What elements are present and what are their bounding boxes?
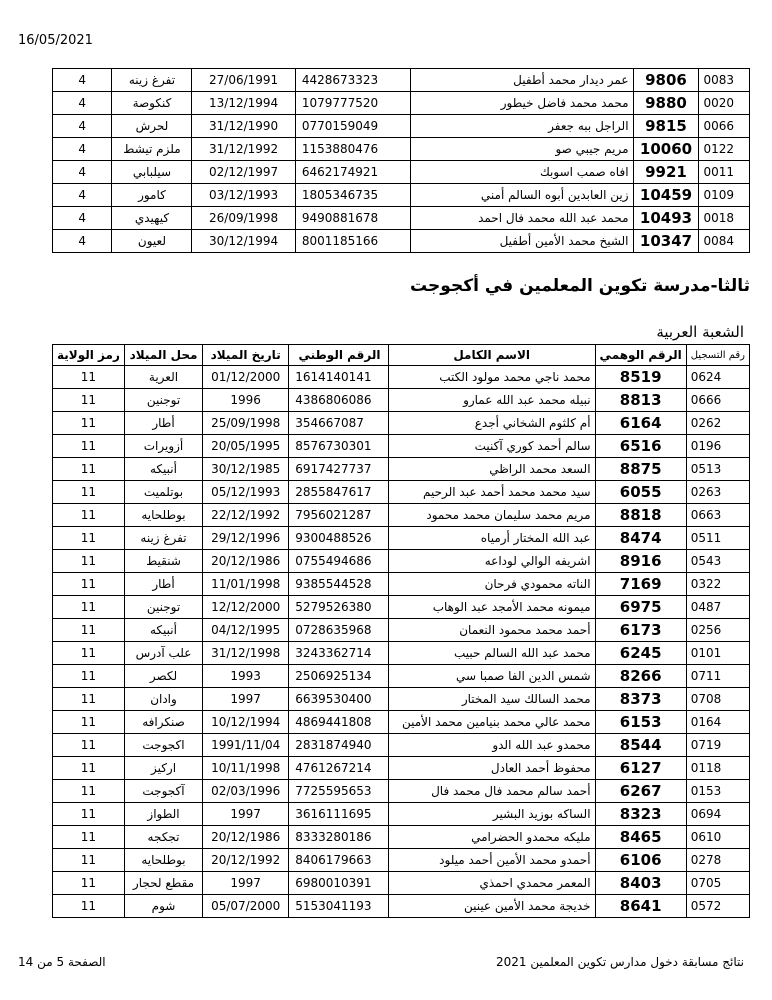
header-full-name: الاسم الكامل xyxy=(388,345,595,366)
anonymous-number-cell: 10347 xyxy=(633,230,699,253)
birth-place-cell: صنكرافه xyxy=(124,711,202,734)
table-row xyxy=(53,435,750,458)
registration-cell: 0153 xyxy=(686,780,749,803)
birth-place-cell: مقطع لحجار xyxy=(124,872,202,895)
birth-date-cell: 01/12/2000 xyxy=(203,366,289,389)
birth-date-cell: 04/12/1995 xyxy=(203,619,289,642)
full-name-cell: محمد عبد الله السالم حبيب xyxy=(388,642,595,665)
birth-date-cell: 25/09/1998 xyxy=(203,412,289,435)
birth-place-cell: اركيز xyxy=(124,757,202,780)
table-row xyxy=(53,412,750,435)
national-id-cell: 2506925134 xyxy=(289,665,389,688)
anonymous-number-cell: 10493 xyxy=(633,207,699,230)
birth-date-cell: 20/05/1995 xyxy=(203,435,289,458)
registration-cell: 0513 xyxy=(686,458,749,481)
national-id-cell: 1614140141 xyxy=(289,366,389,389)
birth-place-cell: لعيون xyxy=(112,230,192,253)
table-row xyxy=(53,895,750,918)
full-name-cell: أم كلثوم الشخاني أجدع xyxy=(388,412,595,435)
full-name-cell: أحمدو محمد الأمين أحمد ميلود xyxy=(388,849,595,872)
birth-date-cell: 27/06/1991 xyxy=(192,69,295,92)
full-name-cell: الشيخ محمد الأمين أطفيل xyxy=(410,230,633,253)
header-registration: رقم التسجيل xyxy=(686,345,749,366)
wilaya-code-cell: 11 xyxy=(53,389,125,412)
wilaya-code-cell: 11 xyxy=(53,550,125,573)
full-name-cell: محمد ناجي محمد مولود الكتب xyxy=(388,366,595,389)
birth-date-cell: 1997 xyxy=(203,803,289,826)
full-name-cell: عبد الله المختار أرمياه xyxy=(388,527,595,550)
full-name-cell: أحمد سالم محمد فال محمد فال xyxy=(388,780,595,803)
national-id-cell: 6917427737 xyxy=(289,458,389,481)
full-name-cell: سيد محمد محمد أحمد عبد الرحيم xyxy=(388,481,595,504)
birth-date-cell: 10/11/1998 xyxy=(203,757,289,780)
birth-date-cell: 1996 xyxy=(203,389,289,412)
full-name-cell: أحمد محمد محمود النعمان xyxy=(388,619,595,642)
birth-date-cell: 29/12/1996 xyxy=(203,527,289,550)
birth-place-cell: لكصر xyxy=(124,665,202,688)
wilaya-code-cell: 11 xyxy=(53,458,125,481)
registration-cell: 0711 xyxy=(686,665,749,688)
national-id-cell: 3616111695 xyxy=(289,803,389,826)
footer-page-number: الصفحة 5 من 14 xyxy=(18,955,106,969)
national-id-cell: 0755494686 xyxy=(289,550,389,573)
registration-cell: 0109 xyxy=(699,184,750,207)
registration-cell: 0020 xyxy=(699,92,750,115)
table-row xyxy=(53,619,750,642)
wilaya-code-cell: 11 xyxy=(53,504,125,527)
anonymous-number-cell: 8641 xyxy=(595,895,686,918)
birth-place-cell: توجنين xyxy=(124,389,202,412)
table-row xyxy=(53,389,750,412)
birth-date-cell: 05/07/2000 xyxy=(203,895,289,918)
anonymous-number-cell: 8875 xyxy=(595,458,686,481)
birth-place-cell: شنقيط xyxy=(124,550,202,573)
wilaya-code-cell: 11 xyxy=(53,596,125,619)
anonymous-number-cell: 8465 xyxy=(595,826,686,849)
birth-date-cell: 20/12/1986 xyxy=(203,826,289,849)
anonymous-number-cell: 10060 xyxy=(633,138,699,161)
table-row xyxy=(53,734,750,757)
national-id-cell: 4386806086 xyxy=(289,389,389,412)
registration-cell: 0708 xyxy=(686,688,749,711)
table-row xyxy=(53,458,750,481)
table-row xyxy=(53,826,750,849)
birth-date-cell: 11/01/1998 xyxy=(203,573,289,596)
birth-date-cell: 20/12/1986 xyxy=(203,550,289,573)
header-national-id: الرقم الوطني xyxy=(289,345,389,366)
national-id-cell: 4761267214 xyxy=(289,757,389,780)
birth-place-cell: شوم xyxy=(124,895,202,918)
birth-place-cell: بوتلميت xyxy=(124,481,202,504)
registration-cell: 0262 xyxy=(686,412,749,435)
registration-cell: 0694 xyxy=(686,803,749,826)
birth-place-cell: وادان xyxy=(124,688,202,711)
full-name-cell: خديجة محمد الأمين عينين xyxy=(388,895,595,918)
birth-date-cell: 31/12/1998 xyxy=(203,642,289,665)
table-row xyxy=(53,92,750,115)
birth-date-cell: 12/12/2000 xyxy=(203,596,289,619)
full-name-cell: محمد محمد فاضل خيطور xyxy=(410,92,633,115)
anonymous-number-cell: 8323 xyxy=(595,803,686,826)
wilaya-code-cell: 4 xyxy=(53,138,112,161)
anonymous-number-cell: 8474 xyxy=(595,527,686,550)
registration-cell: 0511 xyxy=(686,527,749,550)
national-id-cell: 9490881678 xyxy=(295,207,410,230)
birth-place-cell: ملزم تيشط xyxy=(112,138,192,161)
anonymous-number-cell: 8813 xyxy=(595,389,686,412)
anonymous-number-cell: 9880 xyxy=(633,92,699,115)
table-row xyxy=(53,504,750,527)
national-id-cell: 354667087 xyxy=(289,412,389,435)
registration-cell: 0624 xyxy=(686,366,749,389)
anonymous-number-cell: 8916 xyxy=(595,550,686,573)
registration-cell: 0101 xyxy=(686,642,749,665)
wilaya-code-cell: 11 xyxy=(53,757,125,780)
birth-place-cell: كامور xyxy=(112,184,192,207)
national-id-cell: 3243362714 xyxy=(289,642,389,665)
table-row xyxy=(53,138,750,161)
national-id-cell: 9300488526 xyxy=(289,527,389,550)
birth-date-cell: 30/12/1994 xyxy=(192,230,295,253)
full-name-cell: الساكه بوزيد البشير xyxy=(388,803,595,826)
birth-date-cell: 02/12/1997 xyxy=(192,161,295,184)
national-id-cell: 2831874940 xyxy=(289,734,389,757)
anonymous-number-cell: 8373 xyxy=(595,688,686,711)
national-id-cell: 0728635968 xyxy=(289,619,389,642)
full-name-cell: محفوظ أحمد العادل xyxy=(388,757,595,780)
full-name-cell: مريم جيبي صو xyxy=(410,138,633,161)
registration-cell: 0084 xyxy=(699,230,750,253)
print-date: 16/05/2021 xyxy=(18,33,93,48)
results-table-previous xyxy=(52,68,750,253)
registration-cell: 0263 xyxy=(686,481,749,504)
table-row xyxy=(53,69,750,92)
anonymous-number-cell: 6055 xyxy=(595,481,686,504)
registration-cell: 0572 xyxy=(686,895,749,918)
wilaya-code-cell: 11 xyxy=(53,481,125,504)
birth-place-cell: العرية xyxy=(124,366,202,389)
table-row xyxy=(53,665,750,688)
birth-place-cell: آكجوجت xyxy=(124,780,202,803)
birth-date-cell: 13/12/1994 xyxy=(192,92,295,115)
registration-cell: 0066 xyxy=(699,115,750,138)
birth-place-cell: أنبيكه xyxy=(124,458,202,481)
full-name-cell: الناته محمودي فرحان xyxy=(388,573,595,596)
footer-title: نتائج مسابقة دخول مدارس تكوين المعلمين 2021 xyxy=(496,955,744,969)
national-id-cell: 2855847617 xyxy=(289,481,389,504)
birth-place-cell: تفرغ زينه xyxy=(124,527,202,550)
table-row xyxy=(53,184,750,207)
table-row xyxy=(53,642,750,665)
wilaya-code-cell: 11 xyxy=(53,619,125,642)
table-row xyxy=(53,550,750,573)
header-birth-place: محل الميلاد xyxy=(124,345,202,366)
national-id-cell: 1079777520 xyxy=(295,92,410,115)
table-row xyxy=(53,573,750,596)
wilaya-code-cell: 4 xyxy=(53,115,112,138)
birth-date-cell: 03/12/1993 xyxy=(192,184,295,207)
registration-cell: 0663 xyxy=(686,504,749,527)
wilaya-code-cell: 11 xyxy=(53,527,125,550)
national-id-cell: 6639530400 xyxy=(289,688,389,711)
anonymous-number-cell: 8519 xyxy=(595,366,686,389)
birth-place-cell: علب آدرس xyxy=(124,642,202,665)
birth-date-cell: 02/03/1996 xyxy=(203,780,289,803)
birth-date-cell: 1997 xyxy=(203,872,289,895)
registration-cell: 0322 xyxy=(686,573,749,596)
table-row xyxy=(53,757,750,780)
national-id-cell: 9385544528 xyxy=(289,573,389,596)
wilaya-code-cell: 4 xyxy=(53,69,112,92)
birth-date-cell: 31/12/1992 xyxy=(192,138,295,161)
wilaya-code-cell: 11 xyxy=(53,895,125,918)
full-name-cell: سالم أحمد كوري آكنيت xyxy=(388,435,595,458)
table-row xyxy=(53,803,750,826)
header-birth-date: تاريخ الميلاد xyxy=(203,345,289,366)
registration-cell: 0666 xyxy=(686,389,749,412)
registration-cell: 0164 xyxy=(686,711,749,734)
registration-cell: 0719 xyxy=(686,734,749,757)
anonymous-number-cell: 6173 xyxy=(595,619,686,642)
header-wilaya-code: رمز الولاية xyxy=(53,345,125,366)
birth-date-cell: 26/09/1998 xyxy=(192,207,295,230)
table-header-row xyxy=(53,345,750,366)
birth-date-cell: 20/12/1992 xyxy=(203,849,289,872)
national-id-cell: 6462174921 xyxy=(295,161,410,184)
wilaya-code-cell: 4 xyxy=(53,161,112,184)
anonymous-number-cell: 10459 xyxy=(633,184,699,207)
birth-place-cell: تجكجه xyxy=(124,826,202,849)
full-name-cell: عمر ديدار محمد أطفيل xyxy=(410,69,633,92)
birth-date-cell: 10/12/1994 xyxy=(203,711,289,734)
table-row xyxy=(53,688,750,711)
full-name-cell: السعد محمد الراظي xyxy=(388,458,595,481)
birth-place-cell: بوطلحايه xyxy=(124,504,202,527)
anonymous-number-cell: 6975 xyxy=(595,596,686,619)
anonymous-number-cell: 6127 xyxy=(595,757,686,780)
wilaya-code-cell: 11 xyxy=(53,711,125,734)
national-id-cell: 5279526380 xyxy=(289,596,389,619)
anonymous-number-cell: 8544 xyxy=(595,734,686,757)
full-name-cell: مليكه محمدو الحضرامي xyxy=(388,826,595,849)
wilaya-code-cell: 11 xyxy=(53,734,125,757)
full-name-cell: المعمر محمدي احمذي xyxy=(388,872,595,895)
national-id-cell: 8001185166 xyxy=(295,230,410,253)
full-name-cell: شمس الدين الفا صمبا سي xyxy=(388,665,595,688)
results-table-akjoujt xyxy=(52,344,750,918)
birth-place-cell: سيلبابي xyxy=(112,161,192,184)
anonymous-number-cell: 6106 xyxy=(595,849,686,872)
full-name-cell: زين العابدين أبوه السالم أمني xyxy=(410,184,633,207)
table-row xyxy=(53,481,750,504)
birth-date-cell: 05/12/1993 xyxy=(203,481,289,504)
wilaya-code-cell: 4 xyxy=(53,184,112,207)
birth-place-cell: كيهيدي xyxy=(112,207,192,230)
table-row xyxy=(53,711,750,734)
full-name-cell: افاه صمب اسوبك xyxy=(410,161,633,184)
anonymous-number-cell: 8403 xyxy=(595,872,686,895)
wilaya-code-cell: 4 xyxy=(53,230,112,253)
anonymous-number-cell: 6164 xyxy=(595,412,686,435)
national-id-cell: 5153041193 xyxy=(289,895,389,918)
national-id-cell: 1805346735 xyxy=(295,184,410,207)
birth-place-cell: توجنين xyxy=(124,596,202,619)
birth-place-cell: كنكوصة xyxy=(112,92,192,115)
registration-cell: 0543 xyxy=(686,550,749,573)
national-id-cell: 8576730301 xyxy=(289,435,389,458)
birth-place-cell: تفرغ زينه xyxy=(112,69,192,92)
wilaya-code-cell: 11 xyxy=(53,803,125,826)
full-name-cell: مريم محمد سليمان محمد محمود xyxy=(388,504,595,527)
birth-date-cell: 22/12/1992 xyxy=(203,504,289,527)
full-name-cell: ميمونه محمد الأمجد عبد الوهاب xyxy=(388,596,595,619)
national-id-cell: 0770159049 xyxy=(295,115,410,138)
birth-date-cell: 30/12/1985 xyxy=(203,458,289,481)
birth-place-cell: أطار xyxy=(124,573,202,596)
registration-cell: 0196 xyxy=(686,435,749,458)
national-id-cell: 4428673323 xyxy=(295,69,410,92)
full-name-cell: نبيله محمد عبد الله عمارو xyxy=(388,389,595,412)
wilaya-code-cell: 4 xyxy=(53,207,112,230)
anonymous-number-cell: 6245 xyxy=(595,642,686,665)
birth-place-cell: أزويرات xyxy=(124,435,202,458)
table-row xyxy=(53,230,750,253)
table-row xyxy=(53,596,750,619)
full-name-cell: محمد السالك سيد المختار xyxy=(388,688,595,711)
national-id-cell: 1153880476 xyxy=(295,138,410,161)
wilaya-code-cell: 11 xyxy=(53,366,125,389)
registration-cell: 0018 xyxy=(699,207,750,230)
table-row xyxy=(53,872,750,895)
full-name-cell: محمد عالي محمد بنيامين محمد الأمين xyxy=(388,711,595,734)
registration-cell: 0118 xyxy=(686,757,749,780)
birth-place-cell: أطار xyxy=(124,412,202,435)
registration-cell: 0487 xyxy=(686,596,749,619)
anonymous-number-cell: 9921 xyxy=(633,161,699,184)
wilaya-code-cell: 11 xyxy=(53,435,125,458)
birth-date-cell: 1993 xyxy=(203,665,289,688)
wilaya-code-cell: 11 xyxy=(53,872,125,895)
birth-place-cell: بوطلحايه xyxy=(124,849,202,872)
full-name-cell: الراجل ببه جعفر xyxy=(410,115,633,138)
full-name-cell: محمد عبد الله محمد فال احمد xyxy=(410,207,633,230)
wilaya-code-cell: 11 xyxy=(53,412,125,435)
wilaya-code-cell: 11 xyxy=(53,642,125,665)
wilaya-code-cell: 11 xyxy=(53,849,125,872)
national-id-cell: 7956021287 xyxy=(289,504,389,527)
birth-place-cell: أنبيكه xyxy=(124,619,202,642)
anonymous-number-cell: 6516 xyxy=(595,435,686,458)
full-name-cell: اشريفه الوالي لوداعه xyxy=(388,550,595,573)
birth-place-cell: لحرش xyxy=(112,115,192,138)
table-row xyxy=(53,115,750,138)
wilaya-code-cell: 11 xyxy=(53,826,125,849)
section-title: ثالثا-مدرسة تكوين المعلمين في أكجوجت xyxy=(410,276,750,296)
national-id-cell: 4869441808 xyxy=(289,711,389,734)
table-row xyxy=(53,527,750,550)
registration-cell: 0122 xyxy=(699,138,750,161)
registration-cell: 0011 xyxy=(699,161,750,184)
anonymous-number-cell: 7169 xyxy=(595,573,686,596)
national-id-cell: 8406179663 xyxy=(289,849,389,872)
table-row xyxy=(53,161,750,184)
national-id-cell: 8333280186 xyxy=(289,826,389,849)
registration-cell: 0278 xyxy=(686,849,749,872)
wilaya-code-cell: 11 xyxy=(53,780,125,803)
registration-cell: 0610 xyxy=(686,826,749,849)
table-row xyxy=(53,366,750,389)
national-id-cell: 6980010391 xyxy=(289,872,389,895)
national-id-cell: 7725595653 xyxy=(289,780,389,803)
table-row xyxy=(53,849,750,872)
birth-place-cell: الطواز xyxy=(124,803,202,826)
registration-cell: 0705 xyxy=(686,872,749,895)
wilaya-code-cell: 11 xyxy=(53,573,125,596)
anonymous-number-cell: 6153 xyxy=(595,711,686,734)
birth-date-cell: 1991/11/04 xyxy=(203,734,289,757)
wilaya-code-cell: 11 xyxy=(53,665,125,688)
full-name-cell: محمدو عبد الله الدو xyxy=(388,734,595,757)
birth-date-cell: 1997 xyxy=(203,688,289,711)
birth-place-cell: اكجوجت xyxy=(124,734,202,757)
anonymous-number-cell: 8266 xyxy=(595,665,686,688)
anonymous-number-cell: 6267 xyxy=(595,780,686,803)
table-row xyxy=(53,780,750,803)
anonymous-number-cell: 9815 xyxy=(633,115,699,138)
birth-date-cell: 31/12/1990 xyxy=(192,115,295,138)
registration-cell: 0083 xyxy=(699,69,750,92)
header-anonymous-number: الرقم الوهمي xyxy=(595,345,686,366)
section-subtitle: الشعبة العربية xyxy=(656,323,744,341)
wilaya-code-cell: 11 xyxy=(53,688,125,711)
wilaya-code-cell: 4 xyxy=(53,92,112,115)
anonymous-number-cell: 8818 xyxy=(595,504,686,527)
registration-cell: 0256 xyxy=(686,619,749,642)
table-row xyxy=(53,207,750,230)
anonymous-number-cell: 9806 xyxy=(633,69,699,92)
